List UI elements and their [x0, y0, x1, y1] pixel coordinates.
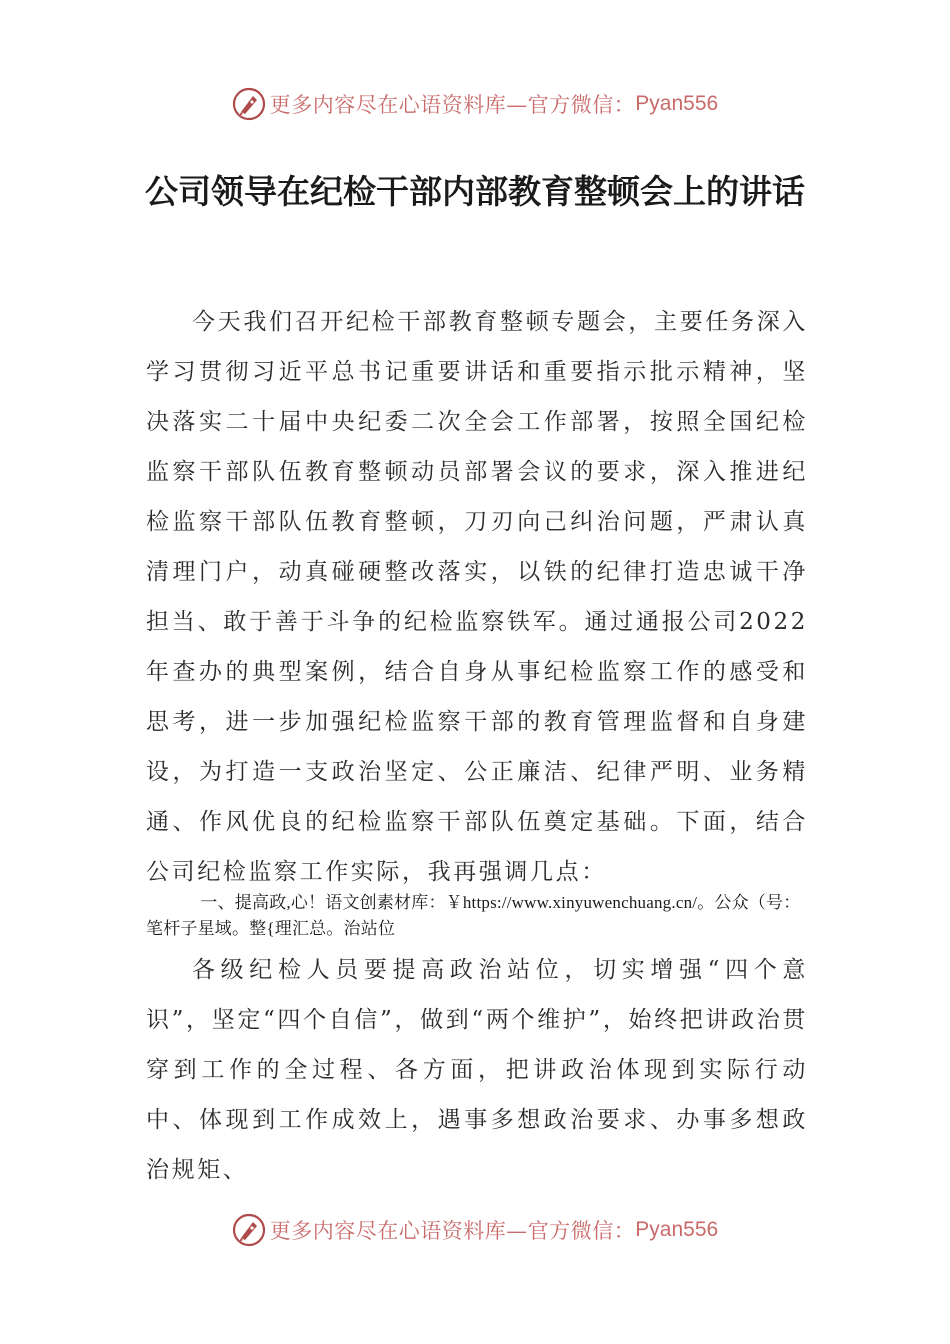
banner-text: 更多内容尽在心语资料库—官方微信： [269, 93, 636, 117]
banner-wechat-id: Pyan556 [635, 1218, 719, 1241]
pen-nib-logo-icon [232, 87, 266, 121]
document-title: 公司领导在纪检干部内部教育整顿会上的讲话 [145, 172, 805, 211]
banner-wechat-id: Pyan556 [635, 92, 719, 115]
footer-banner [0, 1210, 950, 1250]
header-banner [0, 84, 950, 124]
banner-text: 更多内容尽在心语资料库—官方微信： [269, 1219, 636, 1243]
body-paragraph-2: 各级纪检人员要提高政治站位，切实增强“四个意识”，坚定“四个自信”，做到“两个维护”，始终把讲政治贯穿到工作的全过程、各方面，把讲政治体现到实际行动中、体现到工作成效上，遇事多想政治要求、办事多想政治规矩、 [146, 957, 808, 1183]
body-paragraph-1: 今天我们召开纪检干部教育整顿专题会，主要任务深入学习贯彻习近平总书记重要讲话和重要指示批示精神，坚决落实二十届中央纪委二次全会工作部署，按照全国纪检监察干部队伍教育整顿动员部署会议的要求，深入推进纪检监察干部队伍教育整顿，刀刃向己纠治问题，严肃认真清理门户，动真碰硬整改落实，以铁的纪律打造忠诚干净担当、敢于善于斗争的纪检监察铁军。通过通报公司2022年查办的典型案例，结合自身从事纪检监察工作的感受和思考，进一步加强纪检监察干部的教育管理监督和自身建设，为打造一支政治坚定、公正廉洁、纪律严明、业务精通、作风优良的纪检监察干部队伍奠定基础。下面，结合公司纪检监察工作实际，我再强调几点： [146, 309, 808, 885]
pen-nib-logo-icon [232, 1213, 266, 1247]
section-heading: 一、提高政,心！语文创素材库：￥https://www.xinyuwenchuang.cn/。公众（号：笔杆子星域。整{理汇总。治站位 [146, 893, 801, 938]
